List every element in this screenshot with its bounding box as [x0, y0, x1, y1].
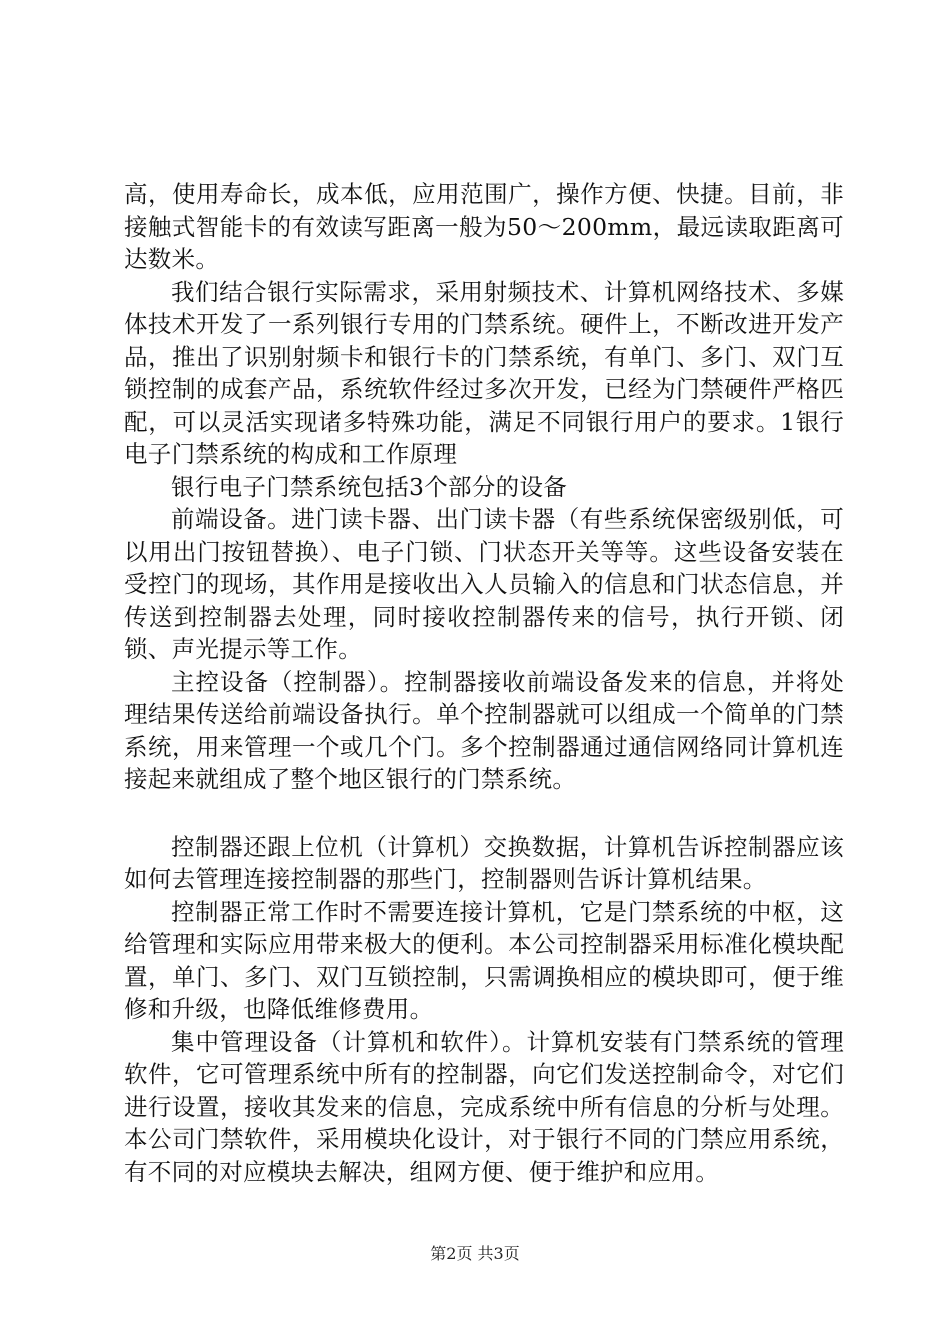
paragraph-controller-standalone: 控制器正常工作时不需要连接计算机，它是门禁系统的中枢，这给管理和实际应用带来极大的便利。本公司控制器采用标准化模块配置，单门、多门、双门互锁控制，只需调换相应的模块即可，便于维修和升级，也降低维修费用。 [124, 897, 844, 1023]
paragraph-controller-data-exchange: 控制器还跟上位机（计算机）交换数据，计算机告诉控制器应该如何去管理连接控制器的那些门，控制器则告诉计算机结果。 [124, 832, 844, 893]
page-number-footer: 第2页 共3页 [430, 1244, 520, 1263]
paragraph-system-parts-intro: 银行电子门禁系统包括3个部分的设备 [171, 472, 568, 501]
paragraph-continuation: 高，使用寿命长，成本低，应用范围广，操作方便、快捷。目前，非接触式智能卡的有效读写距离一般为50～200mm，最远读取距离可达数米。 [124, 180, 844, 273]
paragraph-central-management: 集中管理设备（计算机和软件）。计算机安装有门禁系统的管理软件，它可管理系统中所有的控制器，向它们发送控制命令，对它们进行设置，接收其发来的信息，完成系统中所有信息的分析与处理。本公司门禁软件，采用模块化设计，对于银行不同的门禁应用系统，有不同的对应模块去解决，组网方便、便于维护和应用。 [124, 1027, 844, 1186]
paragraph-main-controller: 主控设备（控制器）。控制器接收前端设备发来的信息，并将处理结果传送给前端设备执行。单个控制器就可以组成一个简单的门禁系统，用来管理一个或几个门。多个控制器通过通信网络同计算机连接起来就组成了整个地区银行的门禁系统。 [124, 667, 844, 793]
paragraph-bank-requirements: 我们结合银行实际需求，采用射频技术、计算机网络技术、多媒体技术开发了一系列银行专用的门禁系统。硬件上，不断改进开发产品，推出了识别射频卡和银行卡的门禁系统，有单门、多门、双门互锁控制的成套产品，系统软件经过多次开发，已经为门禁硬件严格匹配，可以灵活实现诸多特殊功能，满足不同银行用户的要求。1银行电子门禁系统的构成和工作原理 [124, 277, 844, 468]
paragraph-front-end-devices: 前端设备。进门读卡器、出门读卡器（有些系统保密级别低，可以用出门按钮替换）、电子门锁、门状态开关等等。这些设备安装在受控门的现场，其作用是接收出入人员输入的信息和门状态信息，并传送到控制器去处理，同时接收控制器传来的信号，执行开锁、闭锁、声光提示等工作。 [124, 505, 844, 663]
body-text [124, 178, 844, 1188]
